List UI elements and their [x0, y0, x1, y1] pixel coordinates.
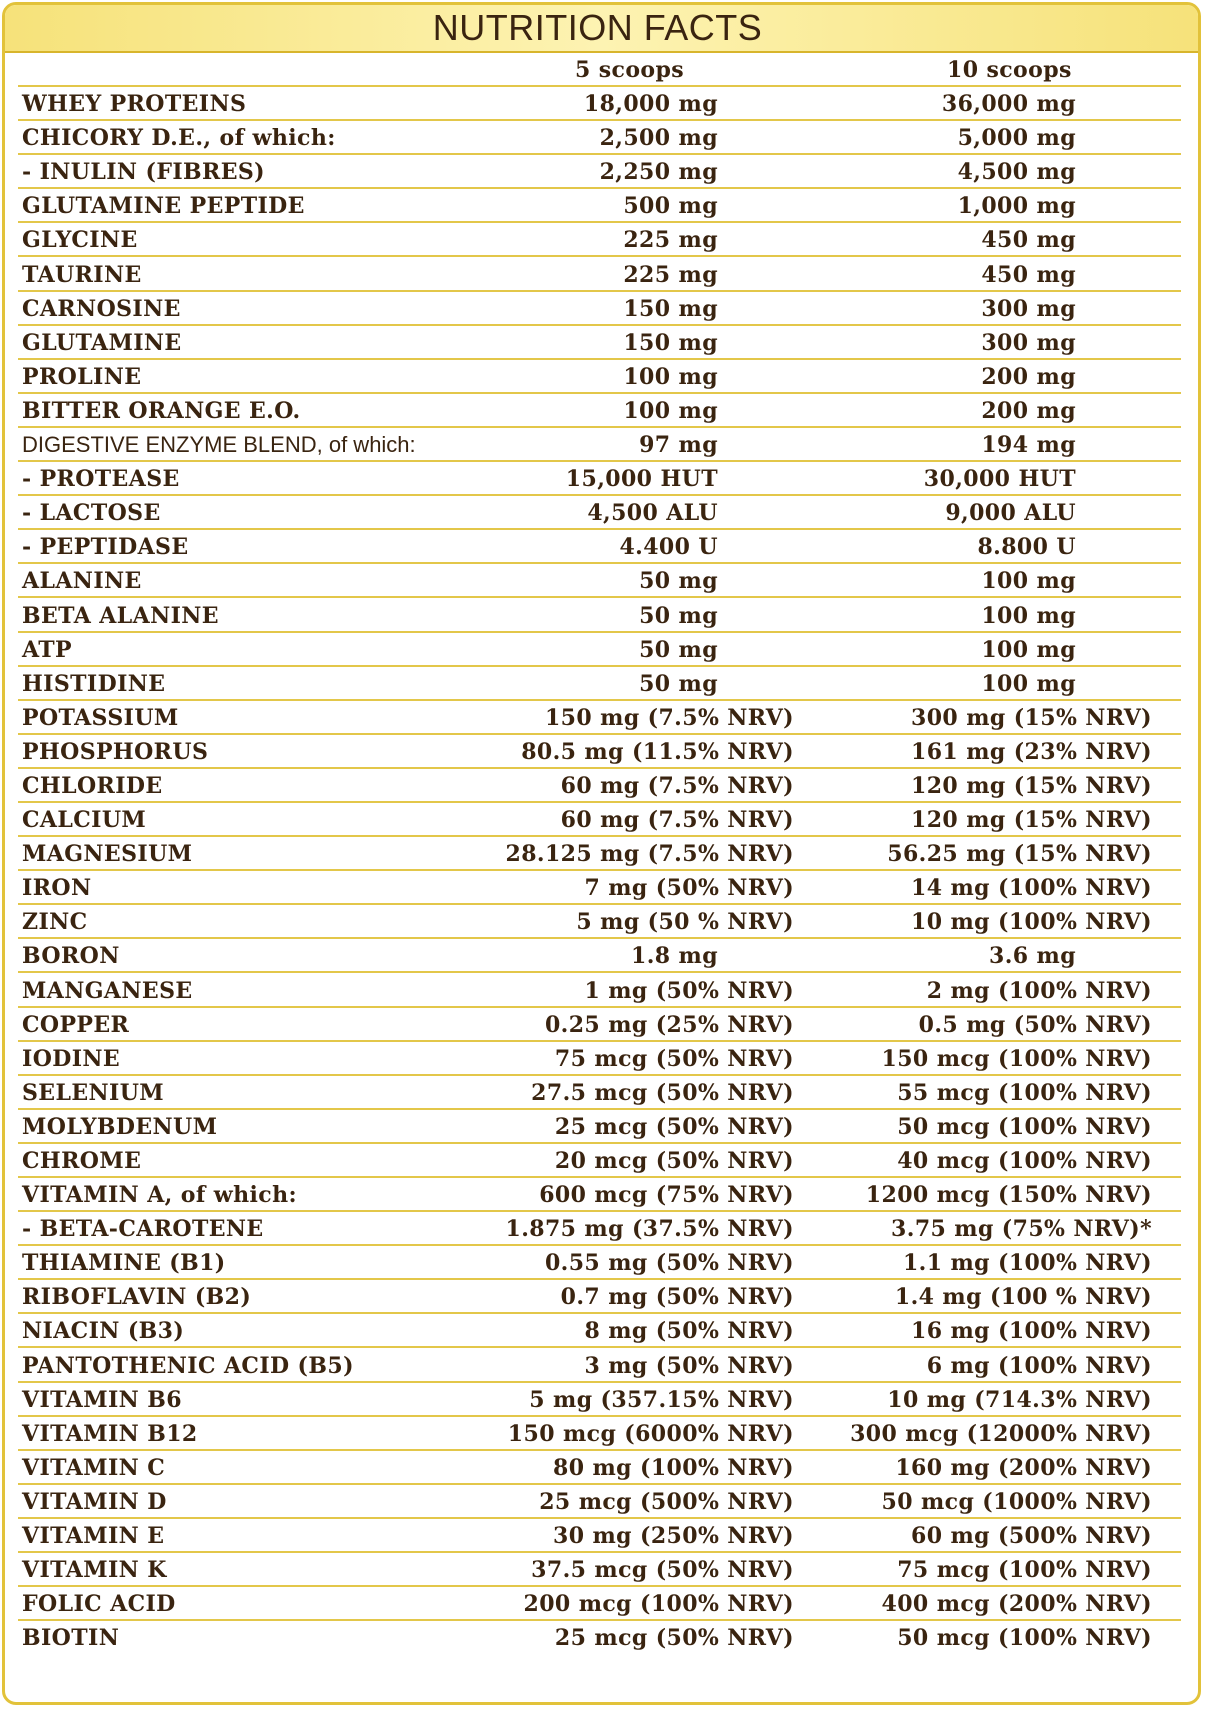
- amount-10-scoops: 3.75 mg (75% NRV)*: [891, 1216, 1152, 1243]
- amount-10-scoops: 150 mcg (100% NRV): [881, 1045, 1152, 1072]
- amount-5-scoops: 2,250 mg: [599, 159, 718, 186]
- table-row: [5, 1246, 1198, 1280]
- amount-5-scoops: 28.125 mg (7.5% NRV): [505, 841, 794, 868]
- nutrient-name: TAURINE: [22, 261, 142, 288]
- amount-10-scoops: 161 mg (23% NRV): [911, 738, 1152, 765]
- table-row: [5, 155, 1198, 189]
- amount-5-scoops: 27.5 mcg (50% NRV): [531, 1079, 794, 1106]
- table-row: [5, 735, 1198, 769]
- amount-10-scoops: 55 mcg (100% NRV): [897, 1079, 1152, 1106]
- nutrient-name: CHROME: [22, 1148, 142, 1174]
- amount-10-scoops: 60 mg (500% NRV): [911, 1523, 1152, 1550]
- amount-5-scoops: 80 mg (100% NRV): [553, 1454, 794, 1481]
- nutrition-facts-panel: [2, 2, 1201, 1705]
- table-row: [5, 1417, 1198, 1451]
- nutrient-name: NIACIN (B3): [22, 1318, 185, 1345]
- table-row: [5, 1451, 1198, 1485]
- table-row: [5, 121, 1198, 155]
- nutrient-name: WHEY PROTEINS: [22, 91, 247, 118]
- amount-10-scoops: 400 mcg (200% NRV): [881, 1591, 1152, 1618]
- table-row: [5, 1314, 1198, 1348]
- table-row: [5, 803, 1198, 837]
- amount-10-scoops: 200 mg: [981, 397, 1076, 424]
- nutrient-name: IODINE: [22, 1045, 121, 1072]
- amount-5-scoops: 60 mg (7.5% NRV): [560, 772, 794, 799]
- amount-10-scoops: 300 mcg (12000% NRV): [850, 1420, 1152, 1447]
- amount-10-scoops: 450 mg: [981, 227, 1076, 254]
- table-row: [5, 87, 1198, 121]
- nutrient-name: CALCIUM: [22, 807, 147, 834]
- amount-10-scoops: 100 mg: [981, 602, 1076, 629]
- nutrient-name: VITAMIN A, of which:: [22, 1182, 297, 1209]
- nutrient-name: SELENIUM: [22, 1079, 165, 1106]
- nutrient-name: HISTIDINE: [22, 670, 166, 697]
- amount-5-scoops: 1.875 mg (37.5% NRV): [505, 1216, 794, 1243]
- table-row: [5, 701, 1198, 735]
- amount-5-scoops: 4,500 ALU: [587, 500, 718, 527]
- table-row: [5, 360, 1198, 394]
- amount-5-scoops: 150 mcg (6000% NRV): [507, 1420, 794, 1447]
- amount-10-scoops: 30,000 HUT: [923, 466, 1076, 493]
- nutrient-name: FOLIC ACID: [22, 1591, 176, 1618]
- amount-5-scoops: 25 mcg (50% NRV): [554, 1113, 794, 1140]
- amount-5-scoops: 80.5 mg (11.5% NRV): [521, 738, 794, 765]
- amount-5-scoops: 1 mg (50% NRV): [584, 977, 794, 1004]
- nutrient-name: - PEPTIDASE: [22, 534, 189, 561]
- table-row: [5, 530, 1198, 564]
- amount-10-scoops: 450 mg: [981, 261, 1076, 288]
- amount-5-scoops: 50 mg: [639, 670, 718, 697]
- amount-5-scoops: 7 mg (50% NRV): [584, 875, 794, 902]
- nutrient-name: POTASSIUM: [22, 704, 179, 731]
- amount-5-scoops: 50 mg: [639, 568, 718, 595]
- amount-5-scoops: 1.8 mg: [631, 943, 718, 970]
- table-row: [5, 871, 1198, 905]
- amount-10-scoops: 100 mg: [981, 636, 1076, 663]
- amount-5-scoops: 50 mg: [639, 636, 718, 663]
- table-row: [5, 462, 1198, 496]
- amount-10-scoops: 160 mg (200% NRV): [895, 1454, 1152, 1481]
- amount-10-scoops: 9,000 ALU: [945, 500, 1076, 527]
- amount-5-scoops: 225 mg: [623, 261, 718, 288]
- amount-5-scoops: 37.5 mcg (50% NRV): [531, 1557, 794, 1584]
- nutrient-name: PANTOTHENIC ACID (B5): [22, 1352, 354, 1379]
- table-row: [5, 667, 1198, 701]
- column-header-row: [5, 53, 1198, 87]
- amount-5-scoops: 150 mg: [623, 295, 718, 322]
- table-row: [5, 1144, 1198, 1178]
- table-row: [5, 1519, 1198, 1553]
- nutrient-name: CHLORIDE: [22, 772, 163, 799]
- nutrient-name: GLUTAMINE: [22, 329, 182, 356]
- table-row: [5, 1042, 1198, 1076]
- nutrient-name: - INULIN (FIBRES): [22, 159, 265, 186]
- amount-10-scoops: 200 mg: [981, 363, 1076, 390]
- table-row: [5, 1485, 1198, 1519]
- amount-10-scoops: 14 mg (100% NRV): [911, 875, 1152, 902]
- nutrient-name: VITAMIN B12: [22, 1420, 198, 1447]
- nutrient-name: PROLINE: [22, 363, 142, 390]
- nutrient-name: BIOTIN: [22, 1625, 120, 1652]
- column-header-5-scoops: 5 scoops: [575, 57, 685, 83]
- amount-5-scoops: 30 mg (250% NRV): [553, 1523, 794, 1550]
- amount-10-scoops: 56.25 mg (15% NRV): [887, 841, 1152, 868]
- amount-5-scoops: 20 mcg (50% NRV): [554, 1148, 794, 1174]
- amount-5-scoops: 100 mg: [623, 397, 718, 424]
- amount-10-scoops: 1200 mcg (150% NRV): [865, 1182, 1152, 1209]
- table-row: [5, 939, 1198, 973]
- nutrient-name: CHICORY D.E., of which:: [22, 125, 336, 152]
- amount-5-scoops: 60 mg (7.5% NRV): [560, 807, 794, 834]
- amount-10-scoops: 16 mg (100% NRV): [911, 1318, 1152, 1345]
- amount-10-scoops: 8.800 U: [977, 534, 1076, 561]
- amount-5-scoops: 225 mg: [623, 227, 718, 254]
- nutrition-table: [5, 53, 1198, 1655]
- amount-5-scoops: 50 mg: [639, 602, 718, 629]
- table-row: [5, 1076, 1198, 1110]
- table-row: [5, 1008, 1198, 1042]
- nutrient-name: ZINC: [22, 909, 88, 936]
- amount-5-scoops: 500 mg: [623, 193, 718, 220]
- amount-5-scoops: 5 mg (50 % NRV): [576, 909, 794, 936]
- amount-10-scoops: 4,500 mg: [957, 159, 1076, 186]
- nutrient-name: VITAMIN C: [22, 1454, 166, 1481]
- nutrient-name: THIAMINE (B1): [22, 1250, 226, 1277]
- amount-5-scoops: 8 mg (50% NRV): [584, 1318, 794, 1345]
- nutrient-name: MOLYBDENUM: [22, 1113, 218, 1140]
- table-row: [5, 326, 1198, 360]
- amount-10-scoops: 120 mg (15% NRV): [911, 807, 1152, 834]
- nutrient-name: MANGANESE: [22, 977, 193, 1004]
- table-row: [5, 1212, 1198, 1246]
- amount-10-scoops: 75 mcg (100% NRV): [897, 1557, 1152, 1584]
- amount-10-scoops: 1.4 mg (100 % NRV): [894, 1284, 1152, 1311]
- amount-5-scoops: 150 mg (7.5% NRV): [544, 704, 794, 731]
- table-row: [5, 1621, 1198, 1655]
- table-row: [5, 189, 1198, 223]
- amount-10-scoops: 300 mg (15% NRV): [911, 704, 1152, 731]
- table-row: [5, 1280, 1198, 1314]
- nutrition-header: [5, 5, 1198, 53]
- table-row: [5, 1383, 1198, 1417]
- amount-10-scoops: 5,000 mg: [957, 125, 1076, 152]
- amount-10-scoops: 1.1 mg (100% NRV): [902, 1250, 1152, 1277]
- nutrient-name: - BETA-CAROTENE: [22, 1216, 264, 1243]
- table-row: [5, 905, 1198, 939]
- nutrient-name: GLYCINE: [22, 227, 138, 254]
- table-row: [5, 837, 1198, 871]
- nutrient-name: - LACTOSE: [22, 500, 161, 527]
- amount-10-scoops: 6 mg (100% NRV): [926, 1352, 1152, 1379]
- amount-5-scoops: 5 mg (357.15% NRV): [529, 1386, 794, 1413]
- amount-10-scoops: 10 mg (100% NRV): [911, 909, 1152, 936]
- table-row: [5, 223, 1198, 257]
- amount-10-scoops: 10 mg (714.3% NRV): [887, 1386, 1152, 1413]
- table-row: [5, 1587, 1198, 1621]
- amount-5-scoops: 0.25 mg (25% NRV): [544, 1011, 794, 1038]
- amount-5-scoops: 4.400 U: [619, 534, 718, 561]
- amount-5-scoops: 25 mcg (500% NRV): [539, 1488, 794, 1515]
- table-row: [5, 598, 1198, 632]
- table-row: [5, 564, 1198, 598]
- amount-5-scoops: 0.55 mg (50% NRV): [544, 1250, 794, 1277]
- nutrient-name: BETA ALANINE: [22, 602, 219, 629]
- amount-10-scoops: 3.6 mg: [989, 943, 1076, 970]
- table-row: [5, 973, 1198, 1007]
- nutrient-name: BITTER ORANGE E.O.: [22, 397, 301, 424]
- table-row: [5, 1348, 1198, 1382]
- amount-5-scoops: 75 mcg (50% NRV): [554, 1045, 794, 1072]
- amount-5-scoops: 15,000 HUT: [565, 466, 718, 493]
- table-row: [5, 394, 1198, 428]
- nutrient-name: MAGNESIUM: [22, 841, 193, 868]
- nutrient-name: RIBOFLAVIN (B2): [22, 1284, 252, 1311]
- nutrient-name: - PROTEASE: [22, 466, 180, 493]
- table-row: [5, 1553, 1198, 1587]
- amount-5-scoops: 97 mg: [639, 432, 718, 459]
- table-row: [5, 496, 1198, 530]
- amount-10-scoops: 36,000 mg: [941, 91, 1076, 118]
- amount-10-scoops: 300 mg: [981, 295, 1076, 322]
- amount-5-scoops: 600 mcg (75% NRV): [539, 1182, 794, 1209]
- amount-5-scoops: 3 mg (50% NRV): [584, 1352, 794, 1379]
- amount-5-scoops: 150 mg: [623, 329, 718, 356]
- nutrient-name: VITAMIN B6: [22, 1386, 182, 1413]
- amount-10-scoops: 100 mg: [981, 568, 1076, 595]
- amount-5-scoops: 2,500 mg: [599, 125, 718, 152]
- amount-5-scoops: 25 mcg (50% NRV): [554, 1625, 794, 1652]
- table-row: [5, 1110, 1198, 1144]
- nutrition-title: NUTRITION FACTS: [432, 7, 763, 48]
- amount-10-scoops: 100 mg: [981, 670, 1076, 697]
- amount-10-scoops: 40 mcg (100% NRV): [897, 1148, 1152, 1174]
- amount-5-scoops: 18,000 mg: [583, 91, 718, 118]
- nutrient-name: VITAMIN D: [22, 1488, 167, 1515]
- nutrient-name: IRON: [22, 875, 92, 902]
- amount-5-scoops: 0.7 mg (50% NRV): [560, 1284, 794, 1311]
- column-header-10-scoops: 10 scoops: [947, 57, 1072, 83]
- nutrient-name: ATP: [22, 636, 72, 663]
- amount-10-scoops: 2 mg (100% NRV): [926, 977, 1152, 1004]
- amount-10-scoops: 0.5 mg (50% NRV): [918, 1011, 1152, 1038]
- table-row: [5, 1178, 1198, 1212]
- nutrient-name: BORON: [22, 943, 120, 970]
- nutrient-name: DIGESTIVE ENZYME BLEND, of which:: [22, 432, 416, 458]
- nutrient-name: VITAMIN E: [22, 1523, 165, 1550]
- nutrient-name: CARNOSINE: [22, 295, 181, 322]
- nutrient-name: GLUTAMINE PEPTIDE: [22, 193, 305, 220]
- table-row: [5, 292, 1198, 326]
- table-row: [5, 257, 1198, 291]
- nutrient-rows: [5, 87, 1198, 1655]
- table-row: [5, 633, 1198, 667]
- amount-10-scoops: 300 mg: [981, 329, 1076, 356]
- amount-10-scoops: 50 mcg (1000% NRV): [881, 1488, 1152, 1515]
- amount-5-scoops: 200 mcg (100% NRV): [523, 1591, 794, 1618]
- table-row: [5, 428, 1198, 462]
- table-row: [5, 769, 1198, 803]
- nutrient-name: ALANINE: [22, 568, 142, 595]
- amount-10-scoops: 50 mcg (100% NRV): [897, 1113, 1152, 1140]
- amount-10-scoops: 50 mcg (100% NRV): [897, 1625, 1152, 1652]
- nutrient-name: PHOSPHORUS: [22, 738, 209, 765]
- amount-10-scoops: 120 mg (15% NRV): [911, 772, 1152, 799]
- nutrient-name: COPPER: [22, 1011, 130, 1038]
- amount-5-scoops: 100 mg: [623, 363, 718, 390]
- amount-10-scoops: 194 mg: [981, 432, 1076, 459]
- amount-10-scoops: 1,000 mg: [957, 193, 1076, 220]
- nutrient-name: VITAMIN K: [22, 1557, 167, 1584]
